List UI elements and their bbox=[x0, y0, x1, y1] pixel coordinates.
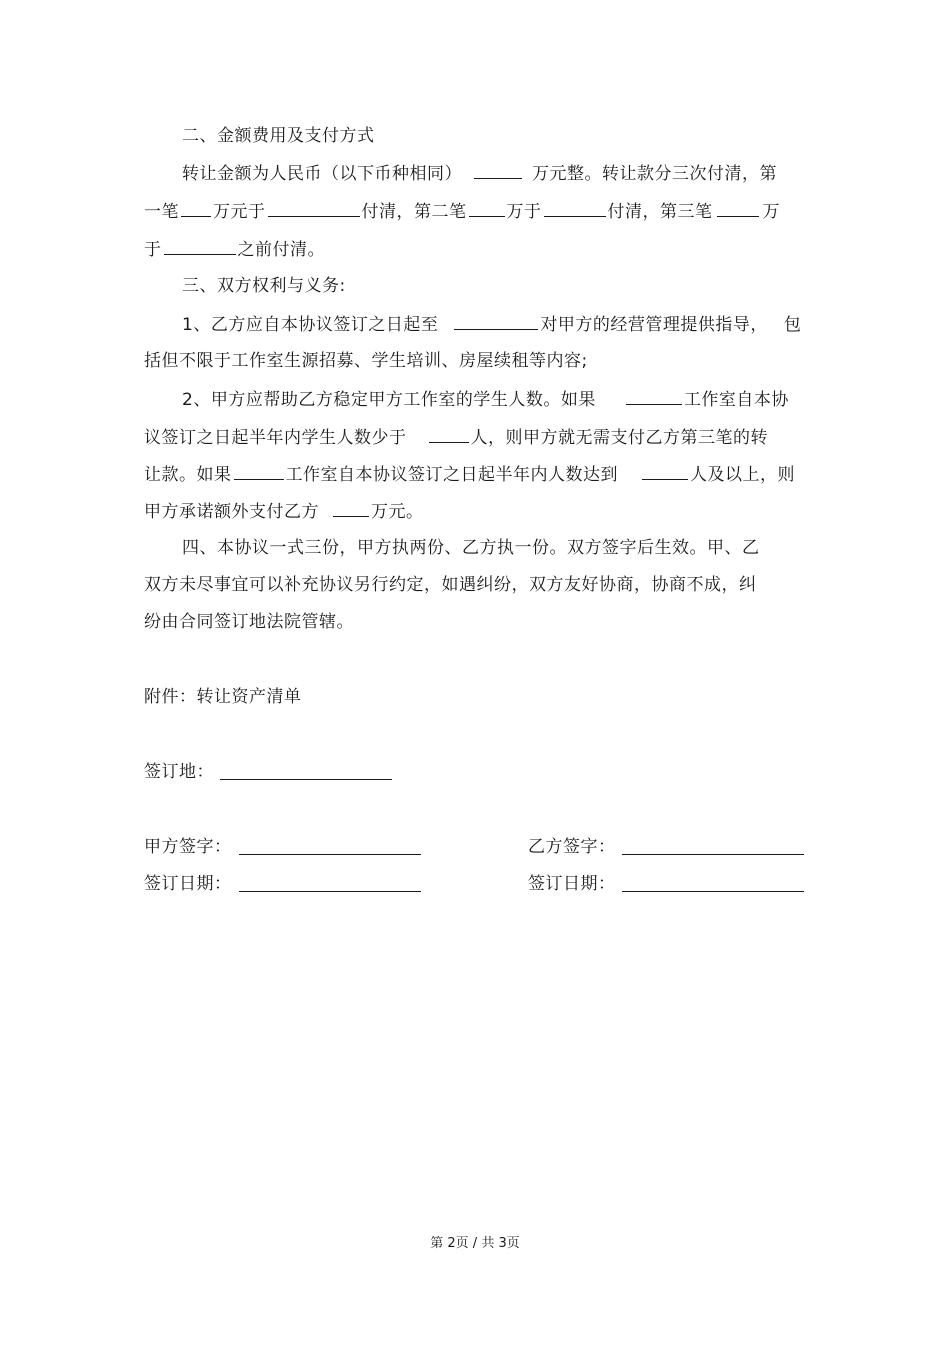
party-b-date-label: 签订日期： bbox=[528, 874, 616, 894]
bonus-amount-blank bbox=[333, 501, 369, 517]
attachment-label: 附件：转让资产清单 bbox=[144, 687, 302, 707]
party-a-sign-label: 甲方签字： bbox=[144, 837, 232, 857]
section4-line3: 纷由合同签订地法院管辖。 bbox=[144, 612, 354, 632]
studio-name-blank-2 bbox=[234, 464, 284, 480]
party-a-date-label: 签订日期： bbox=[144, 874, 232, 894]
section3-p1-line2: 括但不限于工作室生源招募、学生培训、房屋续租等内容; bbox=[144, 351, 588, 371]
section3-p1-line1: 1、乙方应自本协议签订之日起至 对甲方的经营管理提供指导， 包 bbox=[182, 315, 802, 335]
section3-p2-line2: 议签订之日起半年内学生人数少于 人，则甲方就无需支付乙方第三笔的转 bbox=[144, 428, 768, 448]
party-b-sign-line bbox=[622, 854, 804, 855]
party-a-sign-line bbox=[239, 854, 421, 855]
party-b-date-line bbox=[622, 891, 804, 892]
section4-line2: 双方未尽事宜可以补充协议另行约定，如遇纠纷，双方友好协商，协商不成，纠 bbox=[144, 575, 757, 595]
section3-p2-line1: 2、甲方应帮助乙方稳定甲方工作室的学生人数。如果 工作室自本协 bbox=[182, 390, 789, 410]
section2-line1: 转让金额为人民币（以下币种相同） 万元整。转让款分三次付清，第 bbox=[182, 164, 777, 184]
party-b-sign-label: 乙方签字： bbox=[528, 837, 616, 857]
student-min-blank bbox=[429, 427, 469, 443]
first-date-blank bbox=[268, 201, 360, 217]
section4-line1: 四、本协议一式三份，甲方执两份、乙方执一份。双方签字后生效。甲、乙 bbox=[182, 538, 760, 558]
section2-line2: 一笔 万元于 付清，第二笔 万于 付清，第三笔 万 bbox=[144, 202, 780, 222]
signing-place-line bbox=[220, 779, 392, 780]
second-installment-blank bbox=[469, 201, 505, 217]
section3-p2-line3: 让款。如果 工作室自本协议签订之日起半年内人数达到 人及以上，则 bbox=[144, 465, 795, 485]
guidance-date-blank bbox=[454, 314, 538, 330]
section3-heading: 三、双方权利与义务: bbox=[182, 276, 346, 296]
third-installment-blank bbox=[717, 201, 759, 217]
section2-heading: 二、金额费用及支付方式 bbox=[182, 126, 375, 146]
studio-name-blank-1 bbox=[626, 389, 682, 405]
section2-line3: 于 之前付清。 bbox=[144, 240, 325, 260]
second-date-blank bbox=[544, 201, 606, 217]
page-number: 第 2页 / 共 3页 bbox=[430, 1236, 520, 1251]
amount-blank bbox=[474, 163, 522, 179]
section3-p2-line4: 甲方承诺额外支付乙方 万元。 bbox=[144, 502, 424, 522]
student-target-blank bbox=[642, 464, 688, 480]
third-date-blank bbox=[164, 239, 236, 255]
party-a-date-line bbox=[239, 891, 421, 892]
first-installment-blank bbox=[181, 201, 211, 217]
signing-place-label: 签订地： bbox=[144, 762, 214, 782]
